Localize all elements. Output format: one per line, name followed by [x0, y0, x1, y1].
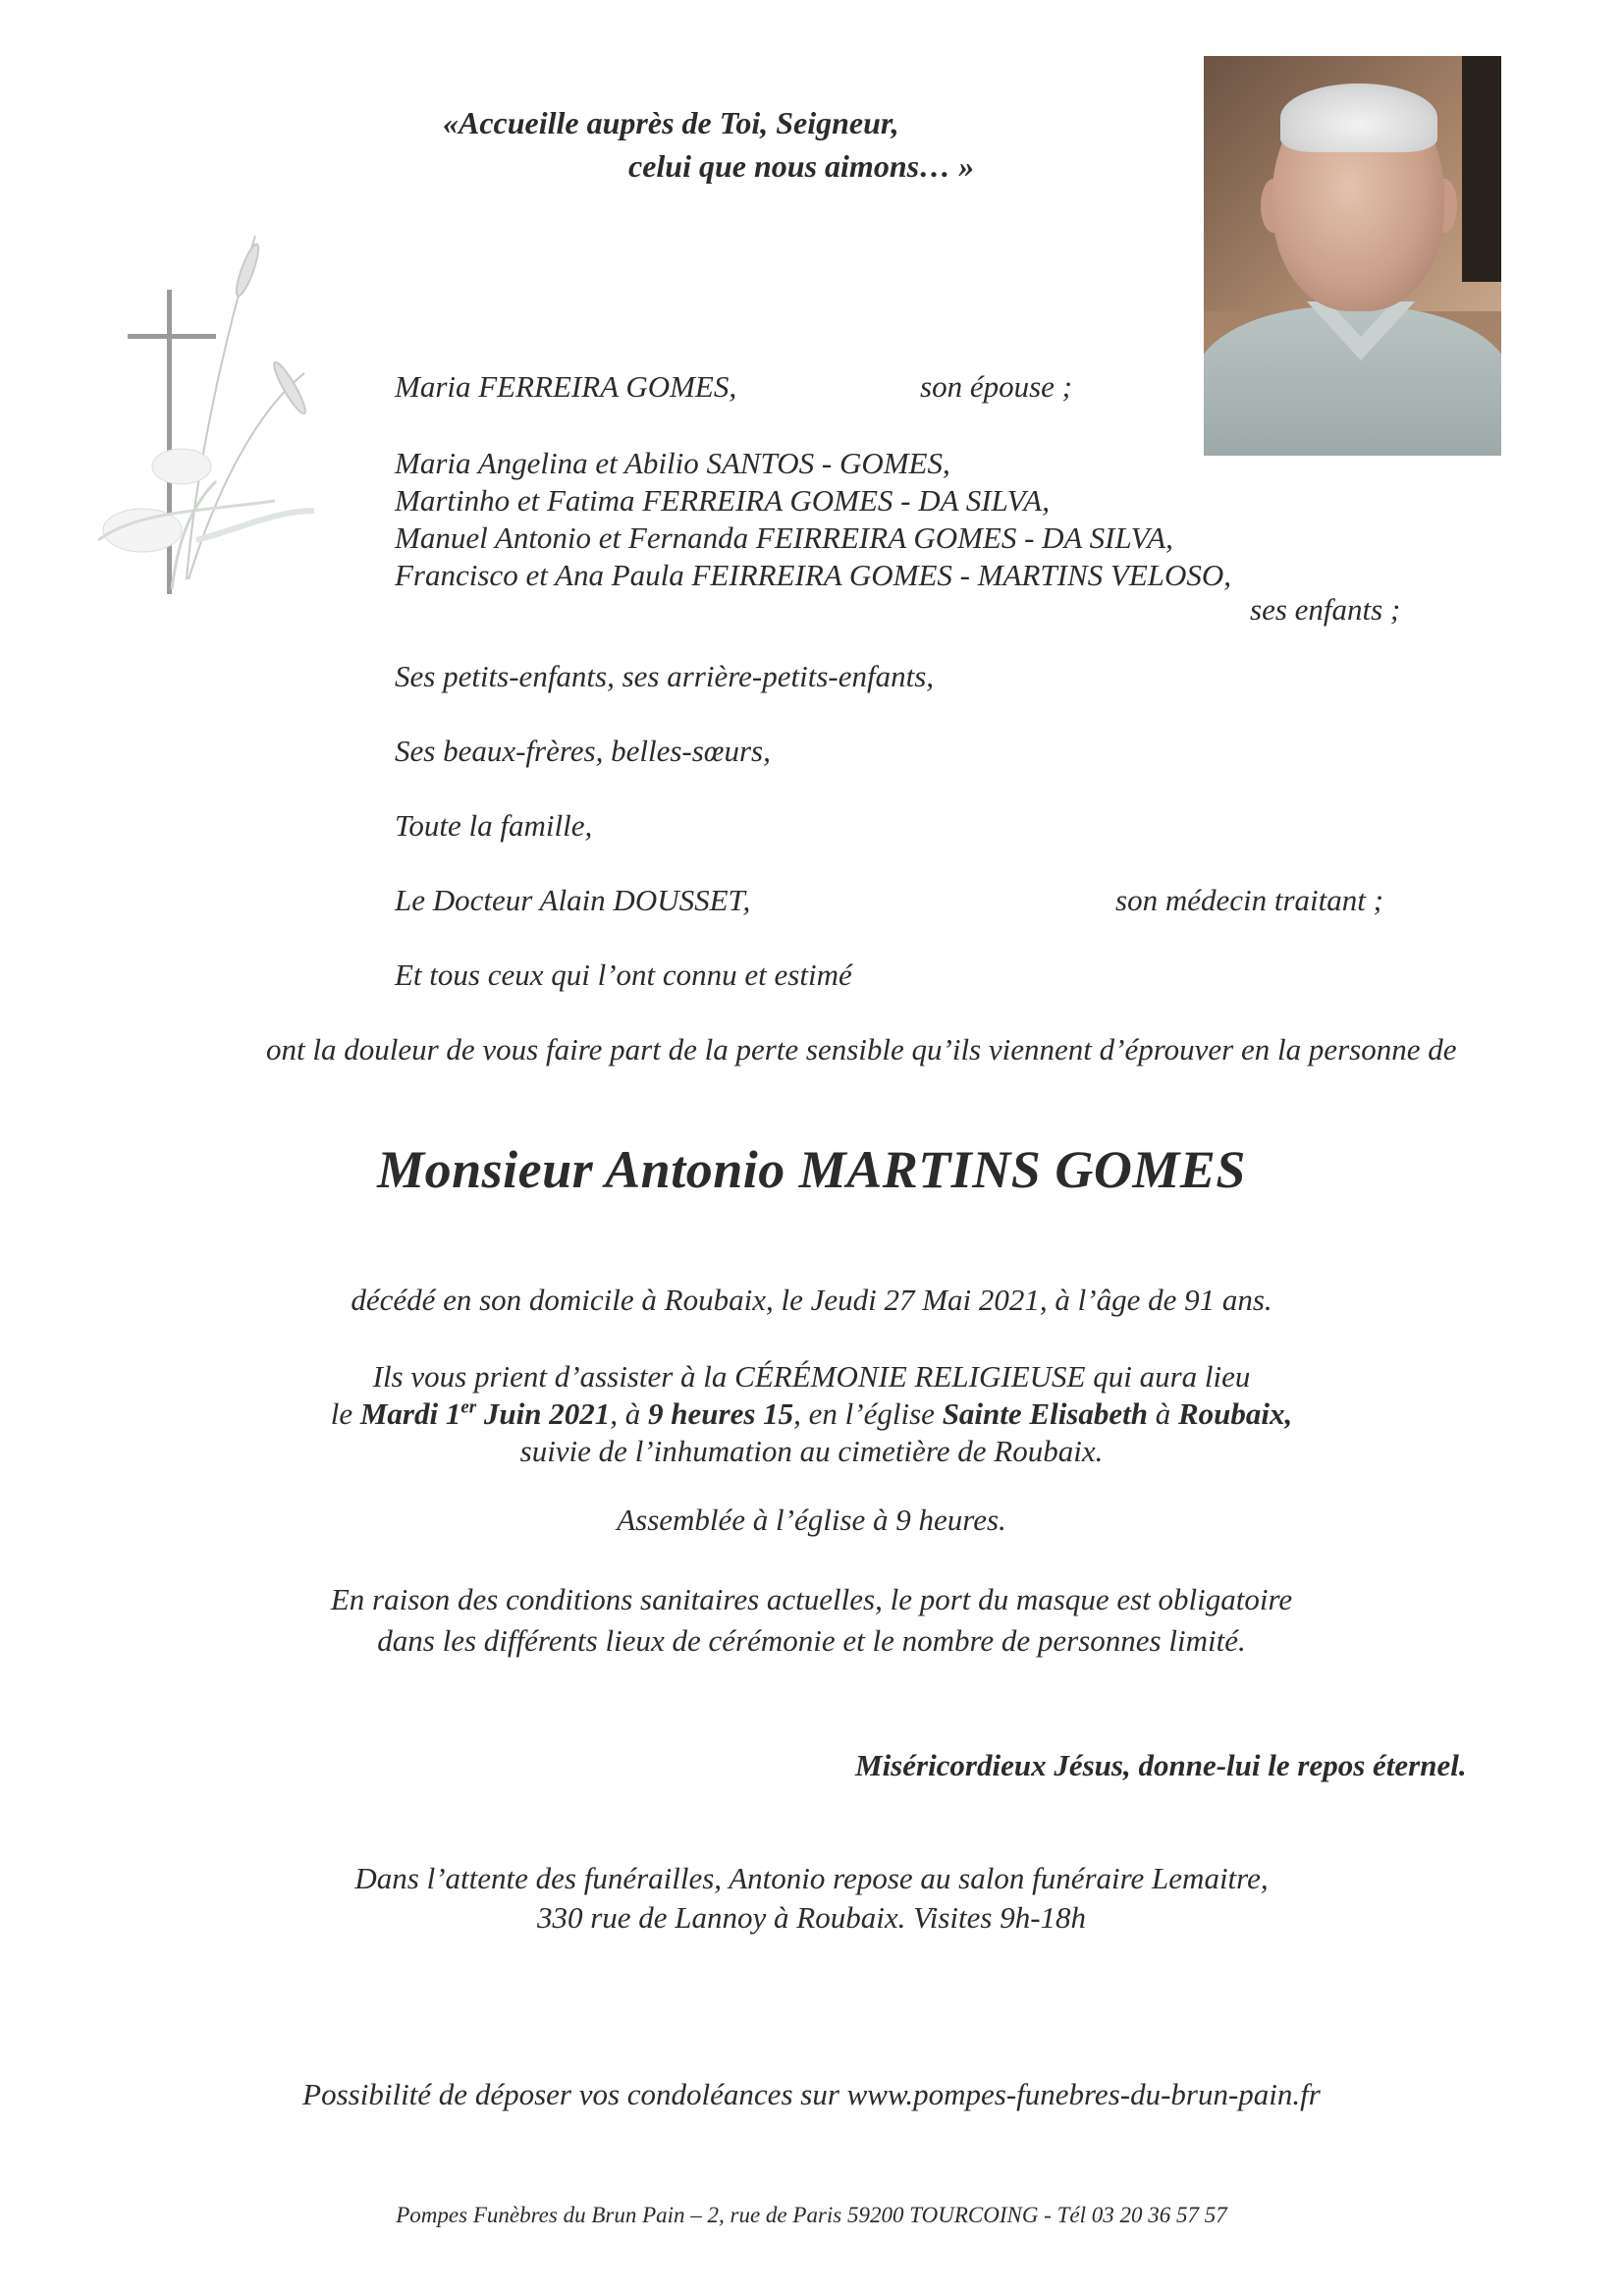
spouse-name: Maria FERREIRA GOMES, — [395, 369, 737, 404]
ceremony-line-1: Ils vous prient d’assister à la CÉRÉMONIE RELIGIEUSE qui aura lieu — [372, 1359, 1251, 1394]
assembly-line: Assemblée à l’église à 9 heures. — [617, 1503, 1006, 1537]
child-1: Maria Angelina et Abilio SANTOS - GOMES, — [395, 446, 950, 480]
family-line: Toute la famille, — [395, 808, 593, 843]
grandchildren-line: Ses petits-enfants, ses arrière-petits-enfants, — [395, 659, 935, 693]
in-laws-line: Ses beaux-frères, belles-sœurs, — [395, 734, 771, 768]
child-3: Manuel Antonio et Fernanda FEIRREIRA GOMES - DA SILVA, — [395, 520, 1173, 555]
child-2: Martinho et Fatima FERREIRA GOMES - DA SILVA, — [395, 483, 1050, 518]
cross-lily-decoration — [79, 216, 334, 746]
doctor-name: Le Docteur Alain DOUSSET, — [395, 883, 751, 917]
lily-icon — [98, 449, 314, 589]
prayer-line: Miséricordieux Jésus, donne-lui le repos éternel. — [855, 1748, 1467, 1782]
wheat-icon — [187, 236, 309, 579]
condolences-line: Possibilité de déposer vos condoléances sur www.pompes-funebres-du-brun-pain.fr — [302, 2077, 1321, 2111]
death-line: décédé en son domicile à Roubaix, le Jeudi 27 Mai 2021, à l’âge de 91 ans. — [351, 1283, 1272, 1317]
quote-line-2: celui que nous aimons… » — [628, 148, 975, 184]
ceremony-line-3: suivie de l’inhumation au cimetière de Roubaix. — [519, 1434, 1104, 1468]
ceremony-line-2: le Mardi 1er Juin 2021, à 9 heures 15, en l’église Sainte Elisabeth à Roubaix, — [330, 1396, 1293, 1431]
funeral-home-line-2: 330 rue de Lannoy à Roubaix. Visites 9h-18h — [536, 1900, 1087, 1935]
sanitary-line-2: dans les différents lieux de cérémonie et le nombre de personnes limité. — [377, 1623, 1246, 1658]
footer-address: Pompes Funèbres du Brun Pain – 2, rue de Paris 59200 TOURCOING - Tél 03 20 36 57 57 — [396, 2203, 1227, 2227]
deceased-name: Monsieur Antonio MARTINS GOMES — [377, 1140, 1246, 1199]
portrait-photo — [1204, 56, 1501, 456]
doctor-role: son médecin traitant ; — [1115, 883, 1383, 917]
others-line: Et tous ceux qui l’ont connu et estimé — [395, 957, 852, 992]
children-role: ses enfants ; — [1250, 592, 1401, 627]
child-4: Francisco et Ana Paula FEIRREIRA GOMES - MARTINS VELOSO, — [395, 558, 1232, 592]
spouse-role: son épouse ; — [920, 369, 1072, 404]
announcement-line: ont la douleur de vous faire part de la perte sensible qu’ils viennent d’éprouver en la personne de — [266, 1032, 1457, 1066]
funeral-home-line-1: Dans l’attente des funérailles, Antonio repose au salon funéraire Lemaitre, — [354, 1861, 1269, 1895]
quote-line-1: «Accueille auprès de Toi, Seigneur, — [443, 105, 899, 140]
sanitary-line-1: En raison des conditions sanitaires actuelles, le port du masque est obligatoire — [330, 1582, 1293, 1616]
